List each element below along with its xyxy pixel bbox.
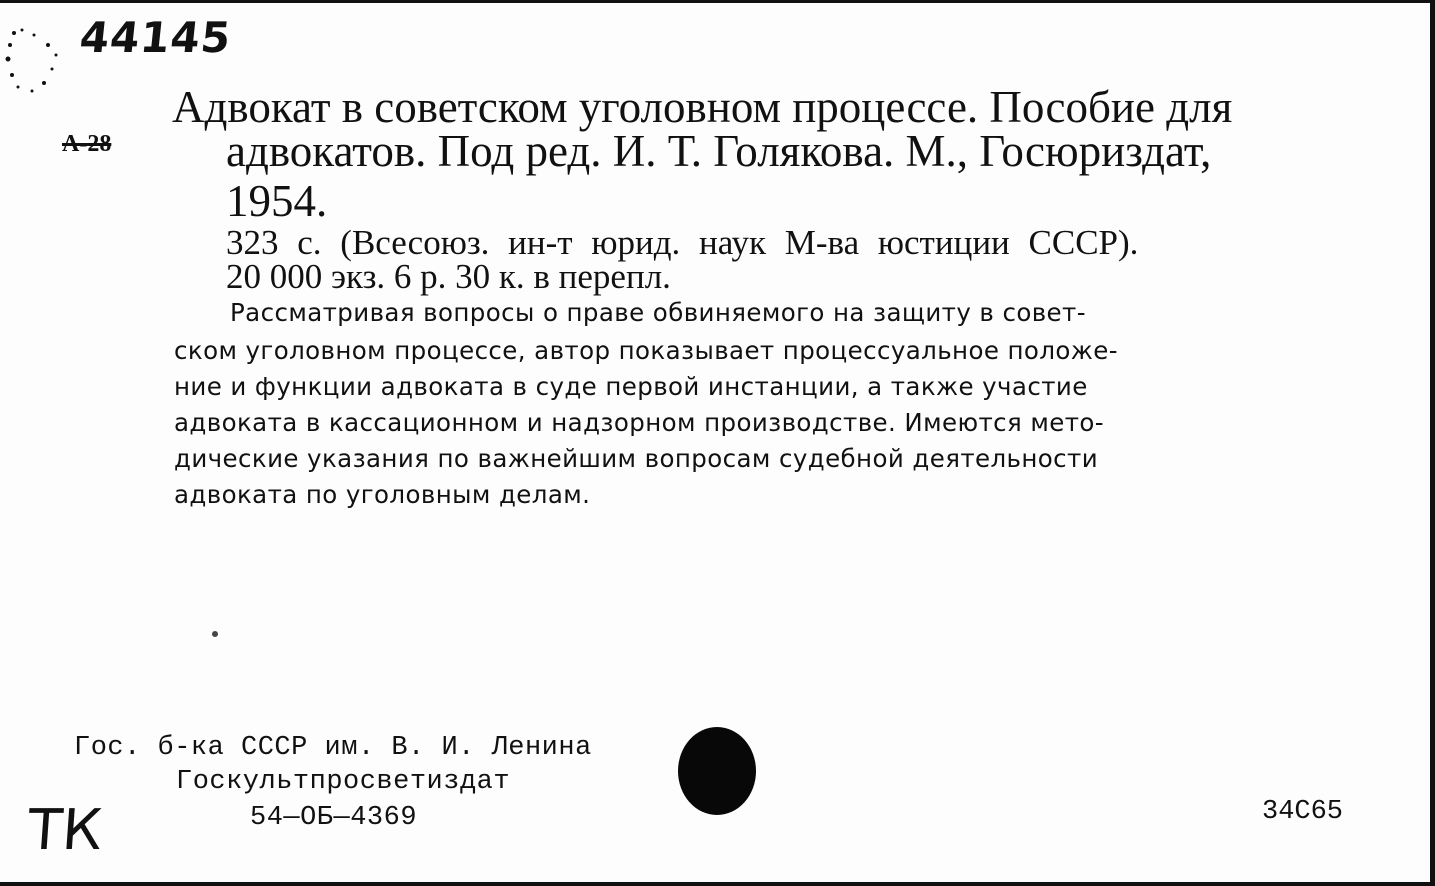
- annotation-line: адвоката по уголовным делам.: [174, 480, 591, 509]
- title-line: 1954.: [226, 176, 328, 226]
- footer-library: Гос. б-ка СССР им. В. И. Ленина: [74, 733, 592, 763]
- classification-code: 34С65: [1262, 797, 1344, 827]
- title-line: адвокатов. Под ред. И. Т. Голякова. М., Госюриздат,: [226, 126, 1212, 176]
- annotation-line: ние и функции адвоката в суде первой инстанции, а также участие: [174, 372, 1088, 401]
- annotation-line: ском уголовном процессе, автор показывает процессуальное положе-: [174, 336, 1118, 365]
- collation-line: 20 000 экз. 6 р. 30 к. в перепл.: [226, 257, 671, 296]
- collation-line: 323 с. (Всесоюз. ин-т юрид. наук М-ва юстиции СССР).: [226, 223, 1139, 262]
- title-line: Адвокат в советском уголовном процессе. Пособие для: [172, 82, 1233, 132]
- inventory-number: 44145: [77, 13, 234, 62]
- footer-card-number: 54—ОБ—4369: [250, 803, 418, 833]
- shelf-mark: А-28: [62, 131, 112, 157]
- ink-speckle-mark: [4, 25, 64, 97]
- footer-publisher: Госкультпросветиздат: [176, 767, 511, 797]
- annotation-line: адвоката в кассационном и надзорном производстве. Имеются мето-: [174, 408, 1105, 437]
- annotation-line: Рассматривая вопросы о праве обвиняемого на защиту в совет-: [230, 298, 1086, 327]
- punch-hole: [678, 727, 756, 815]
- handwritten-mark: ТК: [25, 798, 105, 863]
- ink-dot: [212, 631, 218, 637]
- annotation-line: дические указания по важнейшим вопросам судебной деятельности: [174, 444, 1099, 473]
